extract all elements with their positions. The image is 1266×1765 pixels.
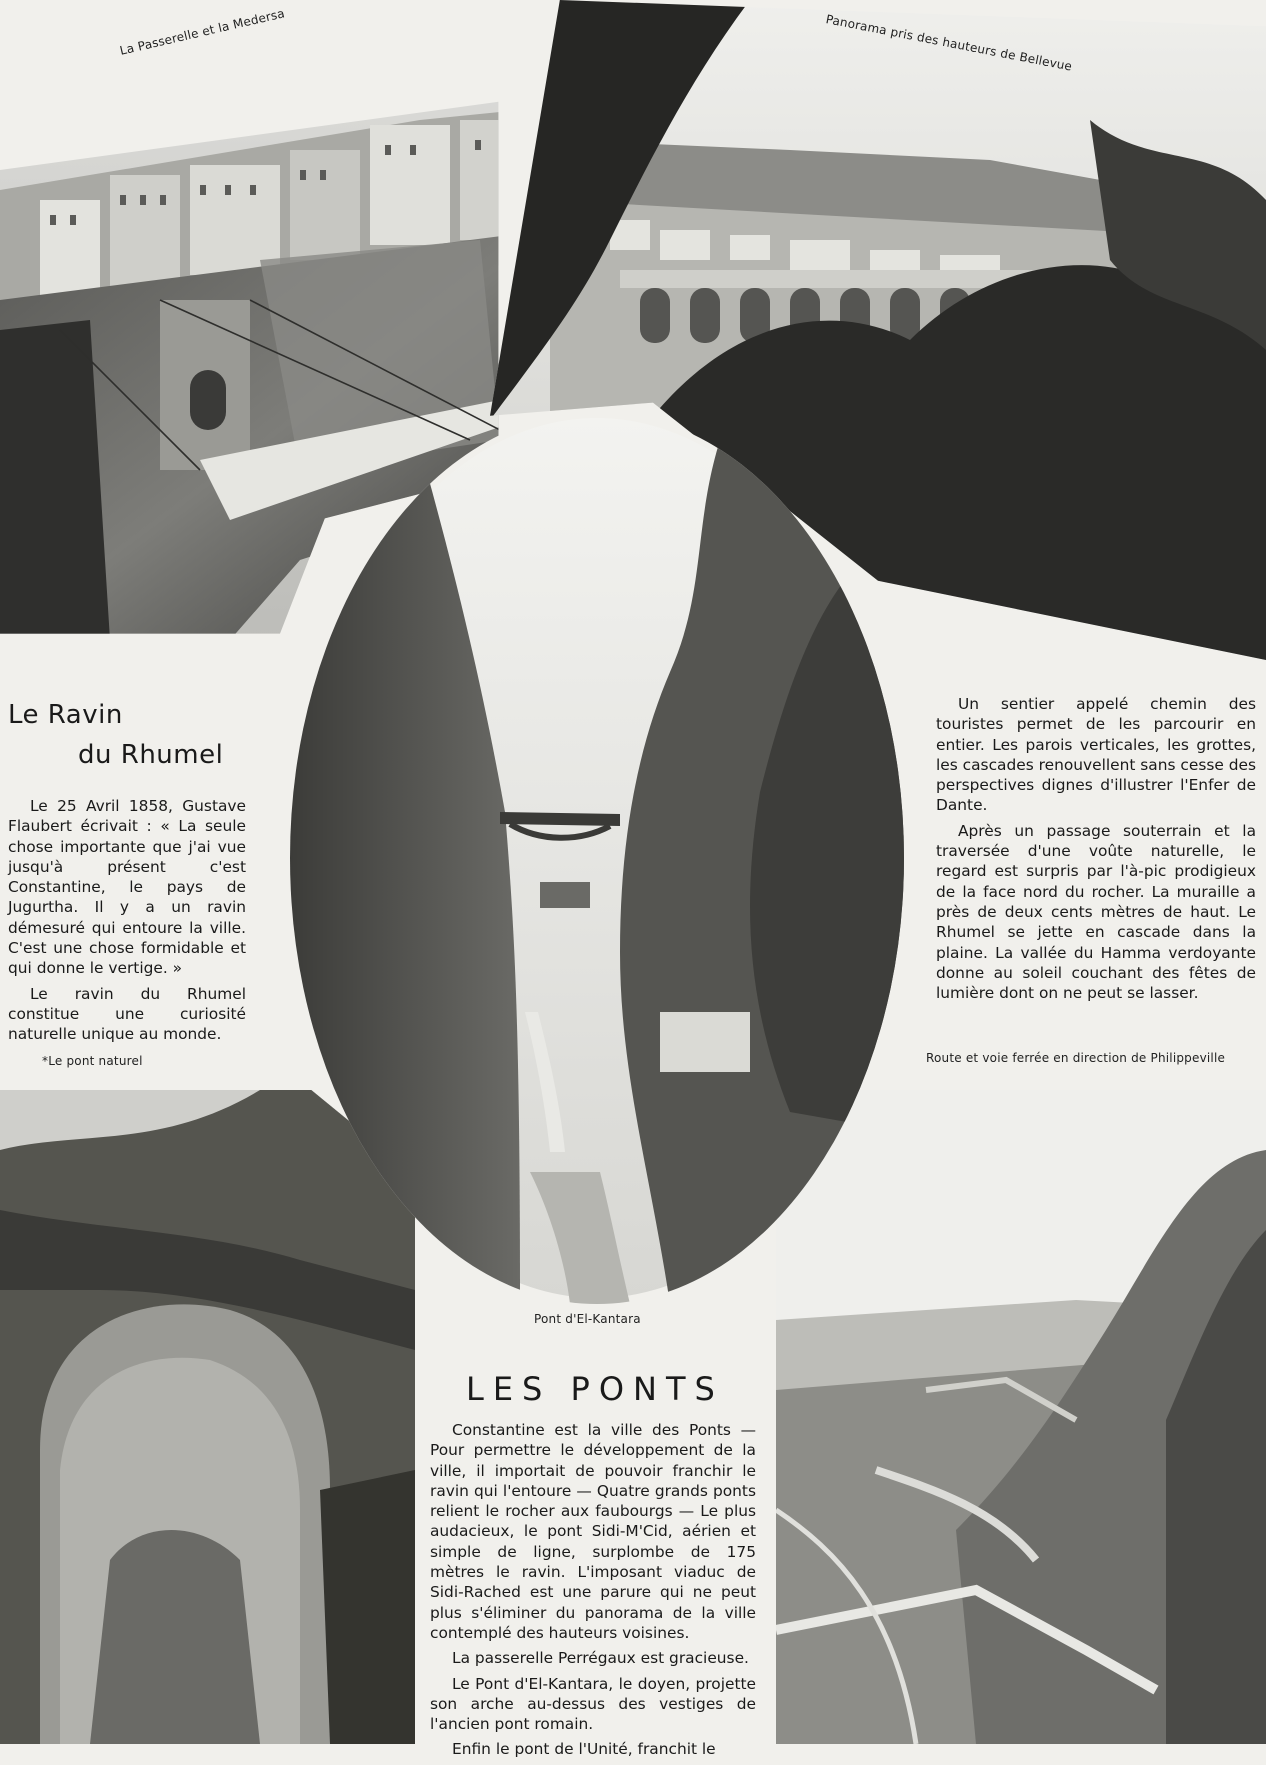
ponts-title: LES PONTS <box>466 1370 724 1408</box>
photo-pont-naturel <box>0 1090 415 1744</box>
sentier-paragraph: Après un passage souterrain et la traversée d'une voûte naturelle, le regard est surpris par l'à-pic prodigieux de la face nord du rocher. La muraille a près de deux cents mètres de haut. Le Rhumel se jette en cascade dans la plaine. La vallée du Hamma verdoyante donne au soleil couchant des fêtes de lumière dont on ne peut se lasser. <box>936 821 1256 1003</box>
ravin-title-line2: du Rhumel <box>78 740 224 770</box>
caption-panorama-bellevue: Panorama pris des hauteurs de Bellevue <box>824 12 1074 74</box>
caption-passerelle-medersa: La Passerelle et la Medersa <box>118 6 287 58</box>
ponts-text <box>430 1420 756 1765</box>
ponts-paragraph: Enfin le pont de l'Unité, franchit le <box>452 1740 716 1759</box>
caption-pont-naturel: *Le pont naturel <box>42 1054 143 1068</box>
ravin-text <box>8 796 246 1050</box>
ravin-paragraph: Le 25 Avril 1858, Gustave Flaubert écrivait : « La seule chose importante que j'ai vue jusqu'à présent c'est Constantine, le pays de Jugurtha. Il y a un ravin démesuré qui entoure la ville. C'est une chose formidable et qui donne le vertige. » <box>8 797 246 978</box>
ravin-paragraph: Le ravin du Rhumel constitue une curiosité naturelle unique au monde. <box>8 984 246 1044</box>
ponts-paragraph: Le Pont d'El-Kantara, le doyen, projette son arche au-dessus des vestiges de l'ancien pont romain. <box>430 1674 756 1734</box>
sentier-paragraph: Un sentier appelé chemin des touristes permet de les parcourir en entier. Les parois verticales, les grottes, les cascades renouvellent sans cesse des perspectives dignes d'illustrer l'Enfer de Dante. <box>936 695 1256 815</box>
ponts-paragraph: Constantine est la ville des Ponts — Pour permettre le développement de la ville, il importait de pouvoir franchir le ravin qui l'entoure — Quatre grands ponts relient le rocher aux faubourgs — Le plus audacieux, le pont Sidi-M'Cid, aérien et simple de ligne, surplombe de 175 mètres le ravin. L'imposant viaduc de Sidi-Rached est une parure qui ne peut plus s'éliminer du panorama de la ville contemplé des hauteurs voisines. <box>430 1421 756 1642</box>
photo-pont-el-kantara <box>290 412 904 1304</box>
ponts-paragraph: La passerelle Perrégaux est gracieuse. <box>452 1649 749 1668</box>
caption-pont-el-kantara: Pont d'El-Kantara <box>534 1312 641 1326</box>
caption-route-voie-ferree: Route et voie ferrée en direction de Philippeville <box>926 1051 1226 1065</box>
sentier-text <box>936 694 1256 1008</box>
photo-route-voie-ferree <box>776 1090 1266 1744</box>
ravin-title-line1: Le Ravin <box>8 700 123 730</box>
